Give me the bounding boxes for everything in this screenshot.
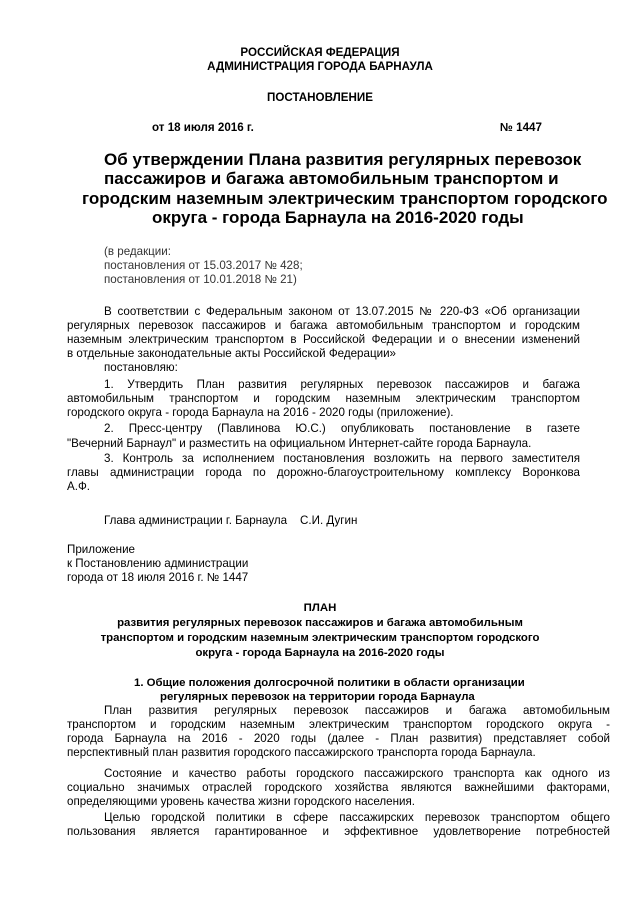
revision-link[interactable]: постановления от 10.01.2018 № 21) (104, 273, 297, 286)
decree-word: постановляю: (104, 361, 178, 374)
document-number: № 1447 (500, 121, 542, 134)
body-line: социально значимых отраслей городского хозяйства являются важнейшими факторами, (67, 781, 610, 794)
item-line: "Вечерний Барнаул" и разместить на официальном Интернет-сайте города Барнаула. (67, 437, 532, 450)
body-line: пользования является гарантированное и эффективное удовлетворение потребностей (67, 825, 610, 838)
body-line: города Барнаула на 2016 - 2020 годы (далее - План развития) представляет собой (67, 732, 610, 745)
item-line: А.Ф. (67, 480, 90, 493)
revision-note: (в редакции: (104, 245, 171, 258)
plan-subtitle: округа - города Барнаула на 2016-2020 годы (195, 647, 445, 659)
appendix-line: Приложение (67, 543, 136, 556)
preamble-line: В соответствии с Федеральным законом от 13.07.2015 № 220-ФЗ «Об организации (104, 305, 580, 318)
body-line: определяющими уровень качества жизни городского населения. (67, 795, 415, 808)
header-administration: АДМИНИСТРАЦИЯ ГОРОДА БАРНАУЛА (207, 60, 433, 73)
appendix-line: к Постановлению администрации (67, 557, 249, 570)
document-date: от 18 июля 2016 г. (152, 121, 254, 134)
preamble-line: регулярных перевозок пассажиров и багажа автомобильным транспортом и городским (67, 319, 580, 332)
title-line: Об утверждении Плана развития регулярных перевозок (104, 150, 582, 169)
body-line: Целью городской политики в сфере пассажирских перевозок транспортом общего (104, 811, 610, 824)
plan-subtitle: транспортом и городским наземным электрическим транспортом городского (100, 632, 540, 644)
item-line: 1. Утвердить План развития регулярных перевозок пассажиров и багажа (104, 378, 580, 391)
item-line: автомобильным транспортом и городским наземным электрическим транспортом (67, 392, 580, 405)
item-line: 2. Пресс-центру (Павлинова Ю.С.) опубликовать постановление в газете (104, 422, 580, 435)
document-type: ПОСТАНОВЛЕНИЕ (267, 91, 373, 104)
section-heading: 1. Общие положения долгосрочной политики в области организации (134, 677, 525, 689)
item-line: главы администрации города по дорожно-благоустроительному комплексу Воронкова (67, 466, 580, 479)
preamble-line: наземным электрическим транспортом в Российской Федерации и о внесении изменений (67, 333, 580, 346)
plan-subtitle: развития регулярных перевозок пассажиров и багажа автомобильным (117, 617, 523, 629)
plan-title: ПЛАН (303, 602, 337, 614)
item-line: 3. Контроль за исполнением постановления возложить на первого заместителя (104, 452, 580, 465)
signature: Глава администрации г. Барнаула С.И. Дугин (104, 514, 358, 527)
preamble-line: в отдельные законодательные акты Российской Федерации» (67, 347, 396, 360)
appendix-line: города от 18 июля 2016 г. № 1447 (67, 571, 249, 584)
body-line: План развития регулярных перевозок пассажиров и багажа автомобильным (104, 704, 610, 717)
title-line: городским наземным электрическим транспортом городского (82, 189, 608, 208)
revision-link[interactable]: постановления от 15.03.2017 № 428; (104, 259, 303, 272)
body-line: Состояние и качество работы городского пассажирского транспорта как одного из (104, 767, 610, 780)
body-line: перспективный план развития городского пассажирского транспорта города Барнаула. (67, 746, 536, 759)
header-country: РОССИЙСКАЯ ФЕДЕРАЦИЯ (240, 46, 400, 59)
section-heading: регулярных перевозок на территории города Барнаула (160, 691, 475, 703)
body-line: транспортом и городским наземным электрическим транспортом городского округа - (67, 718, 610, 731)
title-line: пассажиров и багажа автомобильным транспортом и (104, 169, 559, 188)
title-line: округа - города Барнаула на 2016-2020 годы (152, 208, 524, 227)
item-line: городского округа - города Барнаула на 2016 - 2020 годы (приложение). (67, 406, 454, 419)
